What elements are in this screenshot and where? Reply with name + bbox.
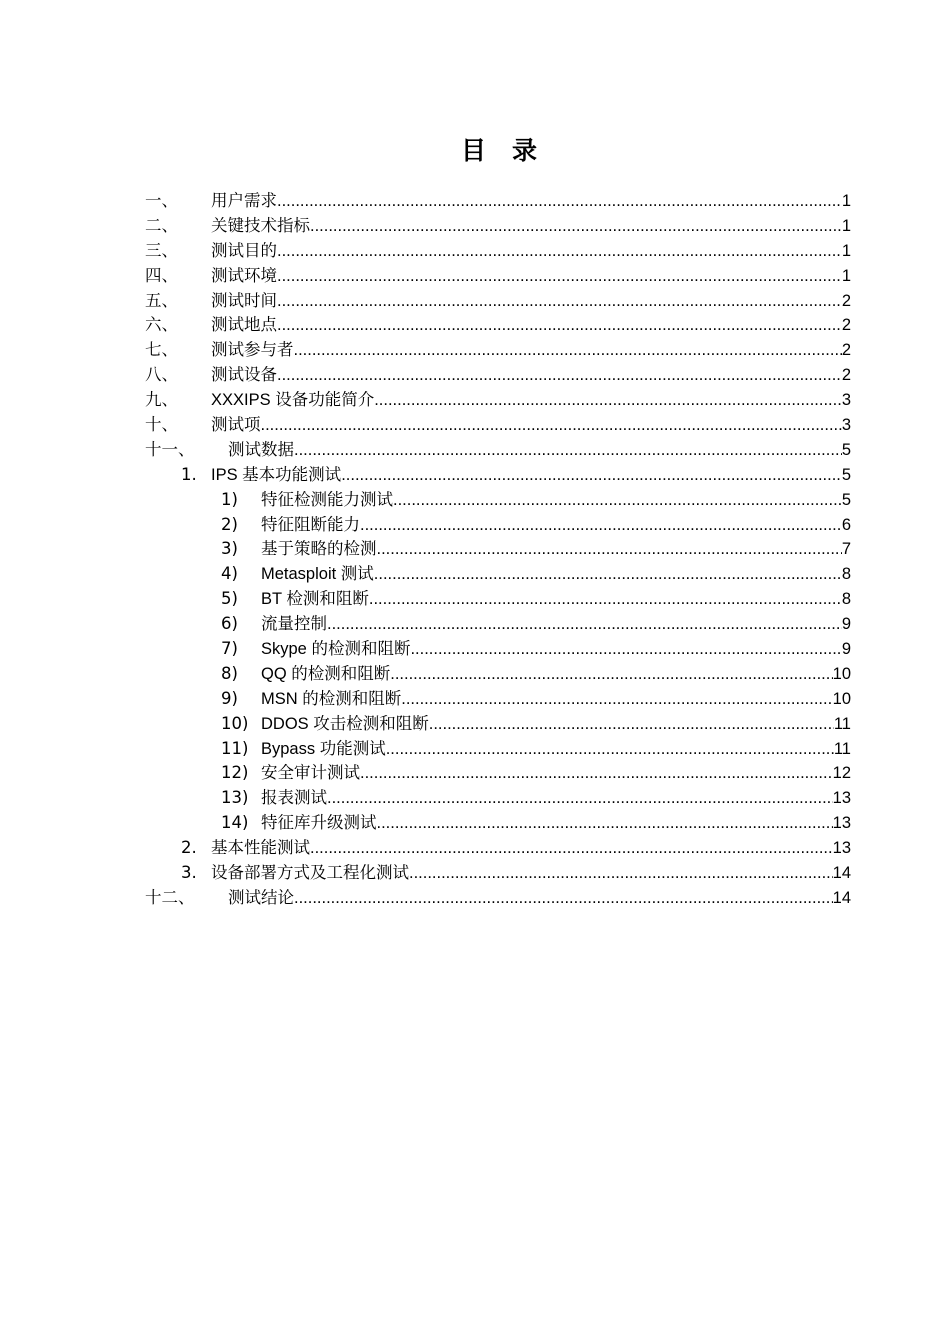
toc-entry[interactable] [0,239,950,264]
toc-page-number: 1 [841,192,851,210]
toc-dot-leader [360,761,833,786]
toc-entry-line [261,637,851,662]
toc-entry-line [261,513,851,538]
toc-title-char-2: 录 [512,136,538,165]
toc-entry-number: 二、 [145,215,178,235]
toc-page-number: 13 [832,814,851,833]
toc-entry-label: 测试结论 [228,888,294,907]
toc-dot-leader [410,637,841,662]
toc-page-number: 8 [841,565,851,584]
toc-page-number: 8 [841,590,851,609]
toc-page-number: 5 [841,465,851,484]
toc-dot-leader [261,413,842,438]
toc-dot-leader [409,861,833,886]
toc-dot-leader [369,587,842,612]
toc-entry[interactable] [0,637,950,662]
toc-entry-number: 13) [221,788,249,808]
toc-page-number: 11 [833,739,851,758]
toc-entry-label: 测试设备 [211,366,277,385]
toc-entry-number: 5) [221,589,238,609]
toc-entry[interactable] [0,861,950,886]
toc-entry-line [261,761,851,786]
toc-entry-line [211,214,851,239]
toc-entry-line [211,463,851,488]
toc-entry-line [261,488,851,513]
toc-entry-label: 测试数据 [228,440,294,459]
toc-page-number: 13 [832,789,851,808]
toc-page-number: 1 [841,216,851,235]
toc-entry-label: 特征阻断能力 [261,515,360,534]
toc-dot-leader [294,886,833,911]
toc-entry-label: 测试项 [211,416,261,435]
toc-dot-leader [294,438,842,463]
toc-entry-number: 一、 [145,191,178,210]
toc-entry[interactable] [0,662,950,687]
toc-page-number: 10 [832,664,851,683]
toc-entry[interactable] [0,438,950,463]
toc-page-number: 14 [832,888,851,907]
toc-entry-label: 测试地点 [211,316,277,335]
toc-entry-label: 基于策略的检测 [261,540,377,559]
toc-entry-label: 流量控制 [261,615,327,634]
toc-entry-line [211,861,851,886]
toc-entry-number: 11) [221,738,249,758]
toc-entry-label: Bypass 功能测试 [261,739,386,758]
toc-dot-leader [390,662,832,687]
toc-entry-line [261,712,851,737]
toc-entry-number: 9) [221,688,238,708]
toc-entry[interactable] [0,712,950,737]
toc-entry[interactable] [0,687,950,712]
toc-entry-line [211,388,851,413]
toc-entry-label: 用户需求 [211,192,277,210]
toc-entry-line [261,537,851,562]
toc-page-number: 14 [832,864,851,883]
toc-entry-label: Metasploit 测试 [261,565,374,584]
toc-dot-leader [429,712,834,737]
toc-entry[interactable] [0,587,950,612]
toc-entry-label: XXXIPS 设备功能简介 [211,391,375,410]
toc-page-number: 10 [832,689,851,708]
toc-dot-leader [386,737,834,762]
toc-entry-label: 测试目的 [211,241,277,260]
toc-page-number: 12 [832,764,851,783]
toc-page-number: 2 [841,291,851,310]
toc-entry-line [211,363,851,388]
toc-page-number: 7 [841,540,851,559]
toc-entry[interactable] [0,761,950,786]
toc-entry-number: 2) [221,514,238,534]
toc-entry-line [228,886,851,911]
toc-entry-label: BT 检测和阻断 [261,590,369,609]
toc-entry-number: 12) [221,763,249,783]
toc-page-number: 9 [841,640,851,659]
toc-page-number: 5 [841,440,851,459]
toc-entry-line [261,737,851,762]
toc-dot-leader [377,537,842,562]
toc-entry[interactable] [0,737,950,762]
toc-page-number: 1 [841,241,851,260]
toc-dot-leader [341,463,842,488]
toc-page-number: 2 [841,366,851,385]
toc-entry[interactable] [0,388,950,413]
toc-page-number: 1 [841,266,851,285]
toc-page-number: 2 [841,316,851,335]
toc-entry[interactable] [0,214,950,239]
toc-entry-number: 十二、 [145,887,195,907]
toc-entry-line [211,239,851,264]
toc-dot-leader [277,239,842,264]
toc-entry-line [211,264,851,289]
toc-entry[interactable] [0,513,950,538]
toc-entry-line [211,313,851,338]
toc-entry[interactable] [0,886,950,911]
toc-entry-number: 14) [221,813,249,833]
toc-entry-number: 3. [181,863,197,883]
toc-page-number: 13 [832,839,851,858]
toc-dot-leader [374,562,842,587]
toc-entry[interactable] [0,189,950,214]
toc-entry[interactable] [0,338,950,363]
toc-entry-label: 测试环境 [211,266,277,285]
toc-entry-number: 4) [221,564,238,584]
toc-entry-line [261,687,851,712]
toc-entry-number: 6) [221,614,238,634]
toc-entry-label: 特征检测能力测试 [261,490,393,509]
toc-entry-line [211,338,851,363]
toc-entry-label: DDOS 攻击检测和阻断 [261,714,429,733]
toc-entry-number: 3) [221,539,238,559]
toc-entry-label: MSN 的检测和阻断 [261,689,402,708]
toc-dot-leader [294,338,842,363]
toc-entry[interactable] [0,289,950,314]
toc-entry-line [211,836,851,861]
toc-dot-leader [401,687,832,712]
toc-entry[interactable] [0,537,950,562]
toc-entry-number: 7) [221,639,238,659]
toc-dot-leader [277,189,842,214]
toc-entry[interactable] [0,836,950,861]
toc-entry-number: 1) [221,489,238,509]
toc-entry[interactable] [0,463,950,488]
toc-entry[interactable] [0,811,950,836]
toc-dot-leader [277,289,842,314]
toc-dot-leader [360,513,842,538]
toc-entry-number: 1. [181,464,197,484]
toc-dot-leader [277,313,842,338]
toc-entry[interactable] [0,313,950,338]
toc-entry-label: IPS 基本功能测试 [211,465,342,484]
toc-entry-label: QQ 的检测和阻断 [261,664,391,683]
toc-page-number: 5 [841,490,851,509]
toc-entry[interactable] [0,363,950,388]
toc-dot-leader [327,612,842,637]
table-of-contents [0,189,950,911]
toc-page-number: 6 [841,515,851,534]
toc-entry-line [228,438,851,463]
toc-entry[interactable] [0,413,950,438]
toc-entry-label: 关键技术指标 [211,216,310,235]
toc-entry-line [261,612,851,637]
toc-entry[interactable] [0,264,950,289]
toc-dot-leader [277,264,842,289]
toc-entry-number: 8) [221,663,238,683]
toc-dot-leader [310,836,833,861]
toc-dot-leader [374,388,842,413]
toc-entry[interactable] [0,612,950,637]
toc-entry-label: 特征库升级测试 [261,814,377,833]
toc-entry-line [211,413,851,438]
toc-entry-number: 七、 [145,340,178,360]
toc-page-number: 2 [841,341,851,360]
toc-entry-label: Skype 的检测和阻断 [261,640,411,659]
toc-entry-label: 报表测试 [261,789,327,808]
toc-title-char-1: 目 [460,136,486,165]
toc-entry-label: 测试参与者 [211,341,294,360]
toc-dot-leader [277,363,842,388]
toc-entry-number: 六、 [145,315,178,335]
toc-page-number: 11 [833,714,851,733]
toc-entry-number: 十一、 [145,439,195,459]
toc-entry-line [211,289,851,314]
toc-entry[interactable] [0,786,950,811]
toc-entry-number: 10) [221,713,249,733]
toc-entry-number: 八、 [145,365,178,385]
toc-entry-number: 2. [181,838,197,858]
toc-entry-line [261,662,851,687]
toc-entry-number: 九、 [145,390,178,410]
toc-entry-number: 四、 [145,265,178,285]
toc-entry-label: 基本性能测试 [211,839,310,858]
toc-entry-label: 安全审计测试 [261,764,360,783]
toc-dot-leader [393,488,842,513]
toc-entry-number: 五、 [145,290,178,310]
toc-entry-line [261,786,851,811]
toc-dot-leader [310,214,842,239]
toc-entry[interactable] [0,488,950,513]
toc-entry-number: 三、 [145,240,178,260]
toc-entry-line [211,189,851,214]
toc-entry[interactable] [0,562,950,587]
toc-dot-leader [327,786,833,811]
toc-page-number: 3 [841,391,851,410]
toc-entry-number: 十、 [145,415,178,435]
toc-page-number: 9 [841,615,851,634]
toc-entry-line [261,587,851,612]
toc-entry-line [261,811,851,836]
toc-page-number: 3 [841,416,851,435]
toc-entry-line [261,562,851,587]
toc-entry-label: 测试时间 [211,291,277,310]
toc-entry-label: 设备部署方式及工程化测试 [211,864,409,883]
toc-title [0,133,950,169]
toc-dot-leader [377,811,833,836]
